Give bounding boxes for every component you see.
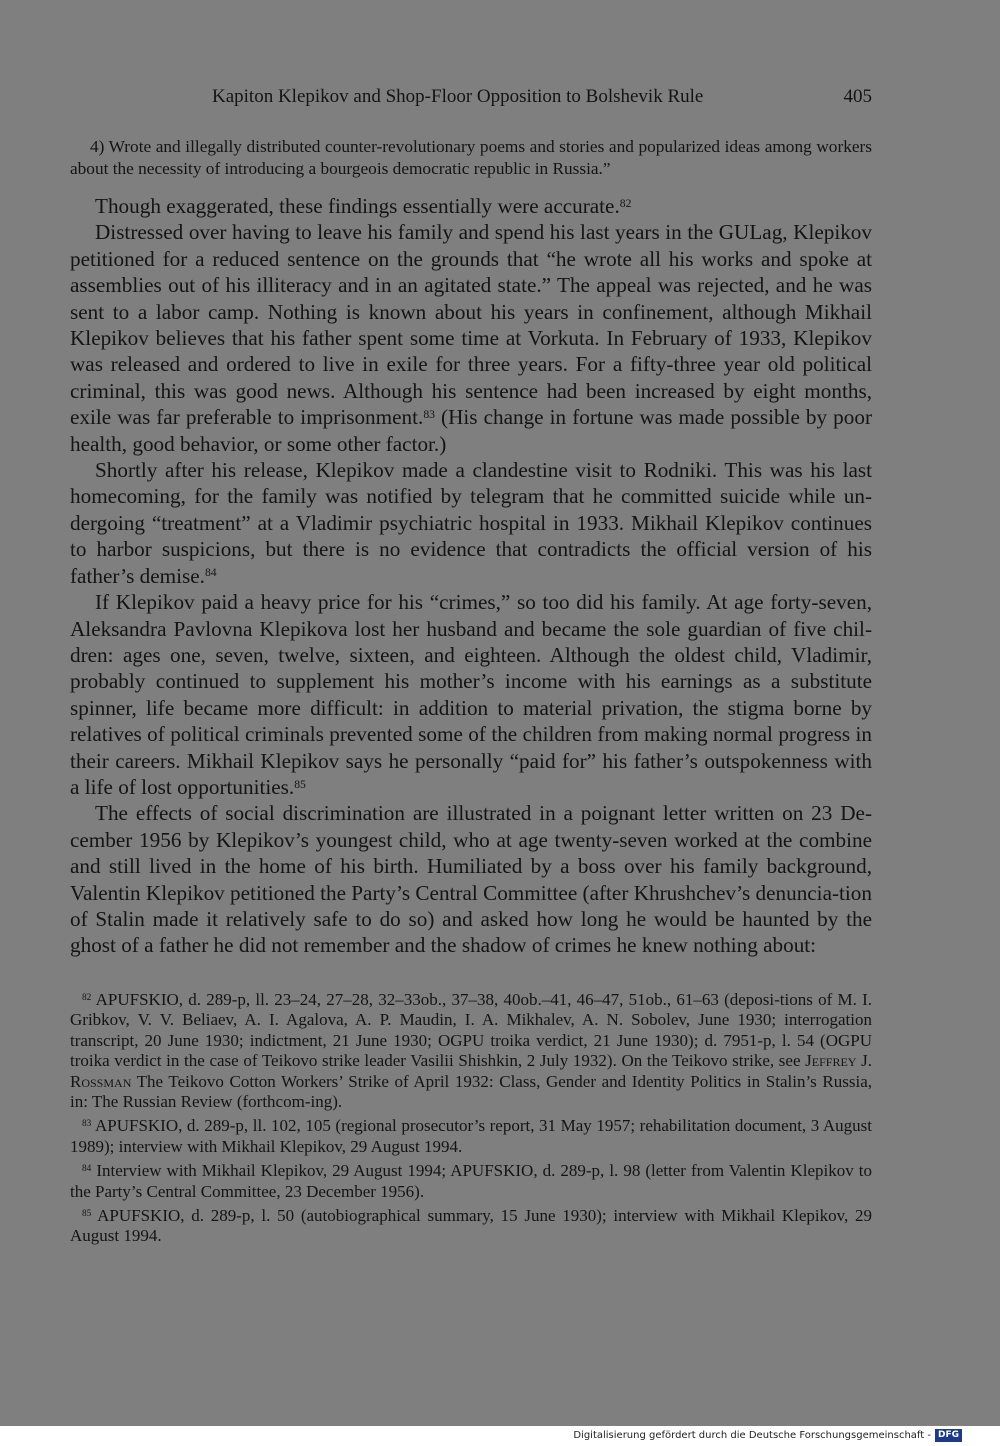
footnote-ref: 85 (294, 777, 306, 791)
paragraph (70, 219, 872, 457)
footnote-ref: 82 (619, 196, 632, 210)
footnote-text: The Teikovo Cotton Workers’ Strike of April 1932: Class, Gender and Identity Politics in Stalin’s Russia, in: The Russian Review (forthcom-ing). (70, 1071, 872, 1112)
funding-notice (573, 1429, 962, 1442)
paragraph (70, 457, 872, 589)
footnote-number: 85 (82, 1208, 92, 1219)
paragraph (70, 589, 872, 800)
block-quote: 4) Wrote and illegally distributed counter-revolutionary poems and stories and popularized ideas among workers about the necessity of introducing a bourgeois democratic republic in Russia.” (70, 137, 872, 178)
footnote (70, 1161, 872, 1202)
footnote-text: APUFSKIO, d. 289-p, ll. 23–24, 27–28, 32–33ob., 37–38, 40ob.–41, 46–47, 51ob., 61–63 (deposi-tions of M. I. Gribkov, V. V. Beliaev, A. I. Agalova, A. P. Maudin, I. A. Mikhalev, A. N. Sobolev, June 1930; interrogation transcript, 20 June 1930; indictment, 21 June 1930; OGPU troika verdict, 21 June 1930); d. 7951-p, l. 54 (OGPU troika verdict in the case of Teikovo strike leader Vasilii Shishkin, 2 July 1932). On the Teikovo strike, see (70, 990, 872, 1071)
paragraph-text: (His change in fortune was made possible by poor health, good behavior, or some other factor.) (70, 405, 873, 456)
paragraph-text: If Klepikov paid a heavy price for his “crimes,” so too did his family. At age forty-seven, Aleksandra Pavlovna Klepikova lost her husband and became the sole guardian of five chil-dren: ages one, seven, twelve, sixteen, and eighteen. Although the oldest child, Vladimir, probably continued to supplement his mother’s income with his earnings as a substitute spinner, life became more difficult: in addition to material privation, the stigma borne by relatives of political criminals prevented some of the children from making normal progress in their careers. Mikhail Klepikov says he personally “paid for” his father’s outspokenness with a life of lost opportunities. (70, 590, 872, 799)
footnote (70, 1206, 872, 1247)
footnote-number: 82 (82, 992, 92, 1003)
footnote-text: Interview with Mikhail Klepikov, 29 August 1994; APUFSKIO, d. 289-p, l. 98 (letter from Valentin Klepikov to the Party’s Central Committee, 23 December 1956). (70, 1161, 872, 1201)
funding-text: Digitalisierung gefördert durch die Deutsche Forschungsgemeinschaft - (573, 1430, 931, 1441)
paragraph: The effects of social discrimination are illustrated in a poignant letter written on 23 De-cember 1956 by Klepikov’s youngest child, who at age twenty-seven worked at the combine and still lived in the home of his birth. Humiliated by a boss over his family background, Valentin Klepikov petitioned the Party’s Central Committee (after Khrushchev’s denuncia-tion of Stalin made it relatively safe to do so) and asked how long he would be haunted by the ghost of a father he did not remember and the shadow of crimes he knew nothing about: (70, 801, 872, 958)
paragraph-text: Shortly after his release, Klepikov made a clandestine visit to Rodniki. This was his last homecoming, for the family was notified by telegram that he committed suicide while un-dergoing “treatment” at a Vladimir psychiatric hospital in 1933. Mikhail Klepikov continues to harbor suspicions, but there is no evidence that contradicts the official version of his father’s demise. (70, 458, 872, 588)
footnote-text: APUFSKIO, d. 289-p, ll. 102, 105 (regional prosecutor’s report, 31 May 1957; rehabilitation document, 3 August 1989); interview with Mikhail Klepikov, 29 August 1994. (70, 1116, 872, 1156)
paragraph-text: Distressed over having to leave his family and spend his last years in the GULag, Klepikov petitioned for a reduced sentence on the grounds that “he wrote all his works and spoke at assemblies out of his illiteracy and in an agitated state.” The appeal was rejected, and he was sent to a labor camp. Nothing is known about his years in confinement, although Mikhail Klepikov believes that his father spent some time at Vorkuta. In February of 1933, Klepikov was released and ordered to live in exile for three years. For a fifty-three year old political criminal, this was good news. Although his sentence had been increased by eight months, exile was far preferable to imprisonment. (70, 220, 872, 430)
footnote-ref: 84 (204, 566, 217, 580)
footnotes (70, 990, 872, 1251)
dfg-logo: DFG (935, 1429, 962, 1442)
footnote (70, 990, 872, 1112)
footnote-number: 84 (82, 1164, 92, 1175)
footnote-author: Jeffrey J. Rossman (70, 1051, 872, 1091)
body-text (70, 136, 872, 959)
page-number: 405 (843, 86, 872, 107)
footnote-number: 83 (82, 1119, 92, 1130)
running-header (70, 86, 872, 112)
running-title: Kapiton Klepikov and Shop-Floor Opposition to Bolshevik Rule (212, 86, 704, 107)
footnote-ref: 83 (423, 407, 435, 421)
paragraph-text: Though exaggerated, these findings essentially were accurate. (95, 194, 620, 218)
footnote (70, 1116, 872, 1157)
paragraph (70, 193, 872, 219)
footnote-text: APUFSKIO, d. 289-p, l. 50 (autobiographical summary, 15 June 1930); interview with Mikhail Klepikov, 29 August 1994. (70, 1206, 872, 1246)
